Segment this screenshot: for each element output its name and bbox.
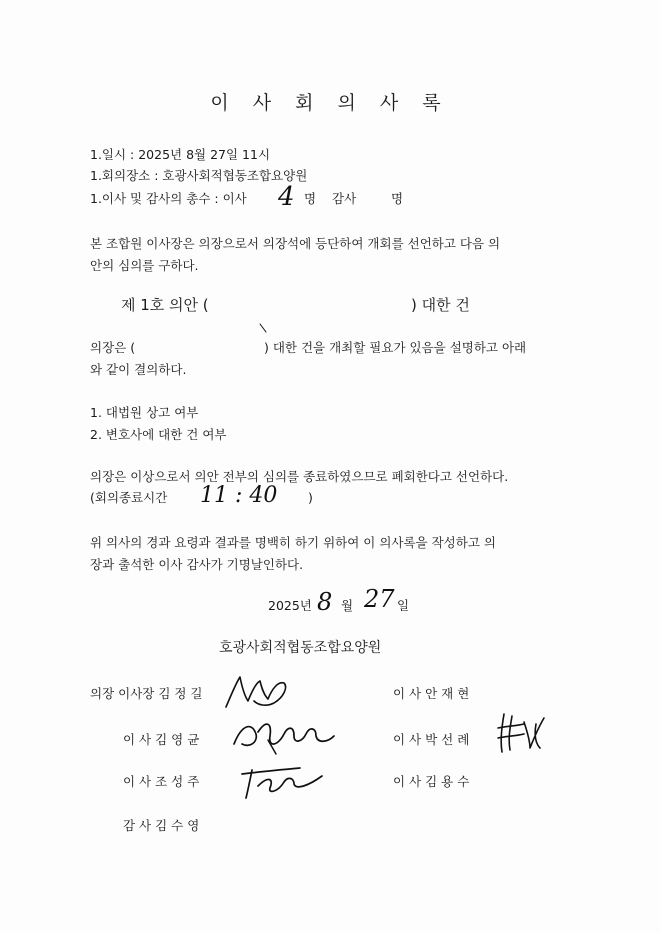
signature-chair: [222, 673, 292, 713]
signatory-chair: 의장 이사장 김 정 길: [90, 686, 203, 701]
scan-artifact: [258, 322, 268, 336]
handwritten-sign-month: 8: [317, 588, 333, 616]
intro-line-1: 본 조합원 이사장은 의장으로서 의장석에 등단하여 개회를 선언하고 다음 의: [90, 236, 501, 251]
resolution-item-1: 1. 대법원 상고 여부: [90, 405, 199, 420]
auditor-label: 감사: [332, 191, 357, 206]
signatory-director-4: 이 사 박 선 례: [393, 732, 470, 747]
agenda-suffix: ) 대한 건: [411, 296, 470, 314]
sign-month-label: 월: [341, 598, 354, 613]
end-time-close-paren: ): [308, 490, 313, 505]
sign-year: 2025년: [268, 598, 312, 613]
discussion-line-2: 와 같이 결의하다.: [90, 362, 187, 377]
agenda-prefix: 제 1호 의안 (: [121, 296, 209, 314]
handwritten-director-count: 4: [278, 182, 295, 212]
sign-day-label: 일: [397, 598, 410, 613]
end-time-label: (회의종료시간: [90, 490, 168, 505]
signatory-director-5: 이 사 김 용 수: [393, 774, 470, 789]
signatory-auditor: 감 사 김 수 영: [123, 818, 200, 833]
intro-line-2: 안의 심의를 구하다.: [90, 258, 199, 273]
record-line-2: 장과 출석한 이사 감사가 기명날인하다.: [90, 557, 304, 572]
discussion-line-1-end: ) 대한 건을 개최할 필요가 있음을 설명하고 아래: [264, 340, 527, 355]
meeting-place: 1.회의장소 : 호광사회적협동조합요양원: [90, 168, 308, 183]
organization-name: 호광사회적협동조합요양원: [219, 640, 382, 656]
closing-line: 의장은 이상으로서 의안 전부의 심의를 종료하였으므로 폐회한다고 선언하다.: [90, 469, 509, 484]
member-count-label: 1.이사 및 감사의 총수 : 이사: [90, 191, 247, 206]
signature-director-2: [238, 762, 328, 802]
signatory-director-3: 이 사 안 재 현: [393, 686, 470, 701]
resolution-item-2: 2. 변호사에 대한 건 여부: [90, 427, 227, 442]
signatory-director-1: 이 사 김 영 균: [123, 732, 200, 747]
handwritten-sign-day: 27: [364, 585, 395, 613]
discussion-line-1-start: 의장은 (: [90, 340, 136, 355]
signature-director-1: [228, 714, 338, 758]
meeting-date: 1.일시 : 2025년 8월 27일 11시: [90, 147, 271, 162]
handwritten-end-time: 11 : 40: [200, 483, 278, 508]
signatory-director-2: 이 사 조 성 주: [123, 774, 200, 789]
unit-label-1: 명: [304, 191, 317, 206]
document-title: 이 사 회 의 사 록: [210, 92, 450, 114]
record-line-1: 위 의사의 경과 요령과 결과를 명백히 하기 위하여 이 의사록을 작성하고 의: [90, 535, 496, 550]
signature-director-4: [494, 708, 550, 758]
unit-label-2: 명: [391, 191, 404, 206]
